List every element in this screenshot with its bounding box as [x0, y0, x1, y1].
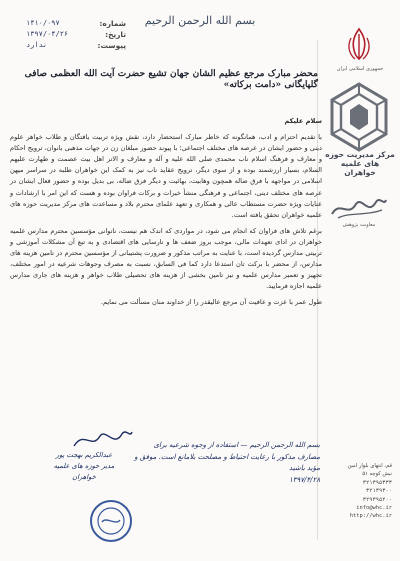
- email-address[interactable]: info@whc.ir: [356, 505, 392, 512]
- phone-3: ۳۲۹۳۹۵۲۰۰: [362, 496, 392, 503]
- attachment-value: ندارد: [26, 41, 48, 49]
- date-label: تاریخ:: [105, 30, 126, 39]
- signer-block: [44, 450, 124, 483]
- calligraphy-logo-icon: [328, 192, 390, 222]
- center-hexagon-logo-icon: [328, 82, 390, 152]
- signer-name: عبدالکریم بهجت پور: [55, 451, 113, 459]
- paragraph-2: برغم تلاش های فراوان که انجام می شود، در مواردی که اندک هم نیست، ناتوانی مؤسسین محترم مدارس علمیه خواهران در ادای تعهدات مالی، موجب بروز ضعف ها و نارسایی های اقتصادی و به تبع آن مشکلات آموزشی و تربیتی مدارس گردیده است، با عنایت به مراتب مذکور و ضرورت پشتیبانی از مؤسسین محترم در تامین هزینه های مدارس، از محضر با برکت تان استدعا دارد کما فی السابق، نسبت به مصرف وجوهات شرعیه در امور مختلف، تجهیز و تعمیر مدارس علمیه و نیز تامین بخشی از هزینه های تحصیلی طلاب خواهر و هزینه های جاری مدارس علمیه اجازه فرمایید.: [10, 226, 322, 291]
- attachment-label: پیوست:: [97, 41, 126, 50]
- attachment-row: [26, 40, 126, 51]
- bismillah-header: بسم الله الرحمن الرحيم: [144, 14, 256, 27]
- address-block: [328, 462, 392, 521]
- calligraphy-caption: معاونت پژوهش: [342, 222, 376, 228]
- number-label: شماره:: [99, 19, 126, 28]
- reply-text: بسم الله الرحمن الرحیم — استفاده از وجوه شرعیه برای مصارف مذکور با رعایت احتیاط و مصلحت بلامانع است. موفق و مؤید باشید: [134, 441, 320, 472]
- website-link[interactable]: http://whc.ir: [349, 513, 392, 520]
- date-row: [26, 29, 126, 40]
- reply-date: ۱۳۹۷/۴/۲۸: [288, 475, 320, 484]
- paragraph-3: طول عمر با عزت و عافیت آن مرجع عالیقدر را از خداوند منان مسألت می نمایم.: [100, 298, 322, 307]
- signer-title: مدیر حوزه های علمیه خواهران: [53, 462, 115, 481]
- number-value: ۱۴۱۰/۰۹۷: [26, 19, 60, 27]
- number-row: [26, 18, 126, 29]
- official-seal-icon: [88, 498, 134, 544]
- iran-emblem-icon: [342, 26, 376, 64]
- address-line-2: نبش کوچه ۵۱: [362, 471, 392, 478]
- salutation: سلام علیکم: [284, 117, 322, 125]
- center-name: مرکز مدیریت حوزه های علمیه خواهران: [325, 150, 395, 177]
- date-value: ۱۳۹۷/۰۴/۲۶: [26, 30, 69, 38]
- paragraph-1: با تقدیم احترام و ادب، همانگونه که خاطر مبارک استحضار دارد، نقش ویژه تربیت یافتگان و طلاب خواهر علوم دینی و حضور ایشان در عرصه های مختلف اجتماعی؛ با پیوند حضور مبلغان زن در جهات مذهبی بانوان، ترویج احکام و معارف و فرهنگ اسلام ناب محمدی صلی الله علیه و آله و معارف و الاتر اهل بیت عصمت و طهارت علیهم السلام، بسیار ارزشمند بوده و از سوی دیگر، ترویج عقاید ناب نیز به کمک این خواهران طلبه در سراسر میهن اسلامی در مواجهه با فرق ضاله همچون وهابیت، بهائیت و دیگر فرق ضاله، بی بدیل بوده و حضور فعال ایشان در عرصه های مختلف دینی، اجتماعی و فرهنگی منشأ خیرات و برکات فراوان بوده و هست که این امر با ارشادات و عنایات ویژه حضرت مستطاب عالی و همکاری و تعهد علمای محترم بلاد و مساعدت های مرکز مدیریت حوزه های علمیه خواهران تحقق یافته است.: [10, 133, 322, 219]
- phone-2: ۳۲۱۳۹۳۰۰: [366, 488, 392, 495]
- emblem-caption: جمهوری اسلامی ایران: [336, 66, 384, 72]
- address-line-1: قم، انتهای بلوار امین: [347, 463, 392, 469]
- letter-meta: [26, 18, 126, 51]
- letter-heading: محضر مبارک مرجع عظیم الشان جهان تشیع حضرت آیت الله العظمی صافی گلپایگانی «دامت برکاته»: [24, 68, 318, 90]
- phone-1: ۳۲۱۳۹۵۳۳۳: [362, 479, 392, 486]
- handwritten-reply: [132, 440, 320, 486]
- letter-body: [10, 116, 322, 314]
